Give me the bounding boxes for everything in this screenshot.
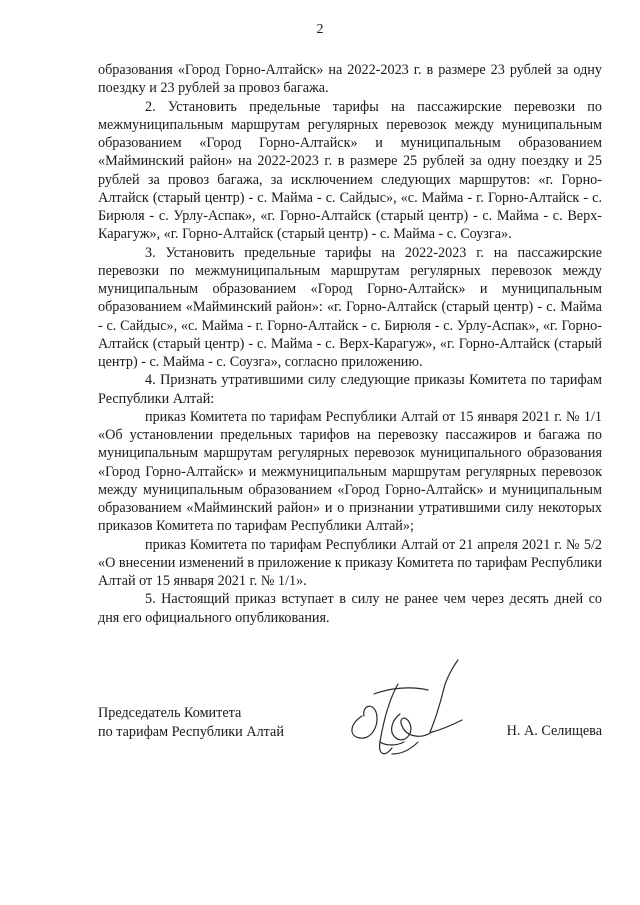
- paragraph-item-5: 5. Настоящий приказ вступает в силу не ранее чем через десять дней со дня его официального опубликования.: [98, 591, 602, 626]
- paragraph-continuation: образования «Город Горно-Алтайск» на 2022-2023 г. в размере 23 рублей за одну поездку и 23 рублей за провоз багажа.: [98, 62, 602, 97]
- paragraph-repealed-order-2: приказ Комитета по тарифам Республики Алтай от 21 апреля 2021 г. № 5/2 «О внесении изменений в приложение к приказу Комитета по тарифам Республики Алтай от 15 января 2021 г. № 1/1».: [98, 536, 602, 589]
- signatory-title-line-2: по тарифам Республики Алтай: [98, 724, 284, 740]
- paragraph-item-4: 4. Признать утратившими силу следующие приказы Комитета по тарифам Республики Алтай:: [98, 372, 602, 407]
- document-body: [98, 61, 602, 627]
- handwritten-signature: [340, 654, 490, 769]
- signatory-title-line-1: Председатель Комитета: [98, 705, 242, 721]
- signatory-name: Н. А. Селищева: [506, 723, 602, 739]
- page-number: 2: [316, 22, 324, 37]
- paragraph-item-2: 2. Установить предельные тарифы на пассажирские перевозки по межмуниципальным маршрутам регулярных перевозок между муниципальным образованием «Город Горно-Алтайск» и муниципальным образованием «Майминский район» на 2022-2023 г. в размере 25 рублей за одну поездку и 25 рублей за провоз багажа, за исключением следующих маршрутов: «г. Горно-Алтайск (старый центр) - с. Майма - с. Сайдыс», «с. Майма - г. Горно-Алтайск - с. Бирюля - с. Урлу-Аспак», «г. Горно-Алтайск (старый центр) - с. Майма - с. Верх-Карагуж», «г. Горно-Алтайск (старый центр) - с. Майма - с. Соузга».: [98, 98, 602, 243]
- signature-block: [98, 704, 602, 794]
- paragraph-item-3: 3. Установить предельные тарифы на 2022-2023 г. на пассажирские перевозки по межмуниципальным маршрутам регулярных перевозок между муниципальным образованием «Город Горно-Алтайск» и муниципальным образованием «Майминский район»: «г. Горно-Алтайск (старый центр) - с. Майма - с. Сайдыс», «с. Майма - г. Горно-Алтайск - с. Бирюля - с. Урлу-Аспак», «г. Горно-Алтайск (старый центр) - с. Майма - с. Верх-Карагуж», «г. Горно-Алтайск (старый центр) - с. Майма - с. Соузга», согласно приложению.: [98, 244, 602, 370]
- paragraph-repealed-order-1: приказ Комитета по тарифам Республики Алтай от 15 января 2021 г. № 1/1 «Об установлении предельных тарифов на перевозку пассажиров и багажа по муниципальным маршрутам регулярных перевозок муниципального образования «Город Горно-Алтайск» и межмуниципальным маршрутам регулярных перевозок между муниципальным образованием «Город Горно-Алтайск» и муниципальным образованием «Майминский район» и о признании утратившими силу некоторых приказов Комитета по тарифам Республики Алтай»;: [98, 408, 602, 535]
- signatory-title: [98, 704, 284, 742]
